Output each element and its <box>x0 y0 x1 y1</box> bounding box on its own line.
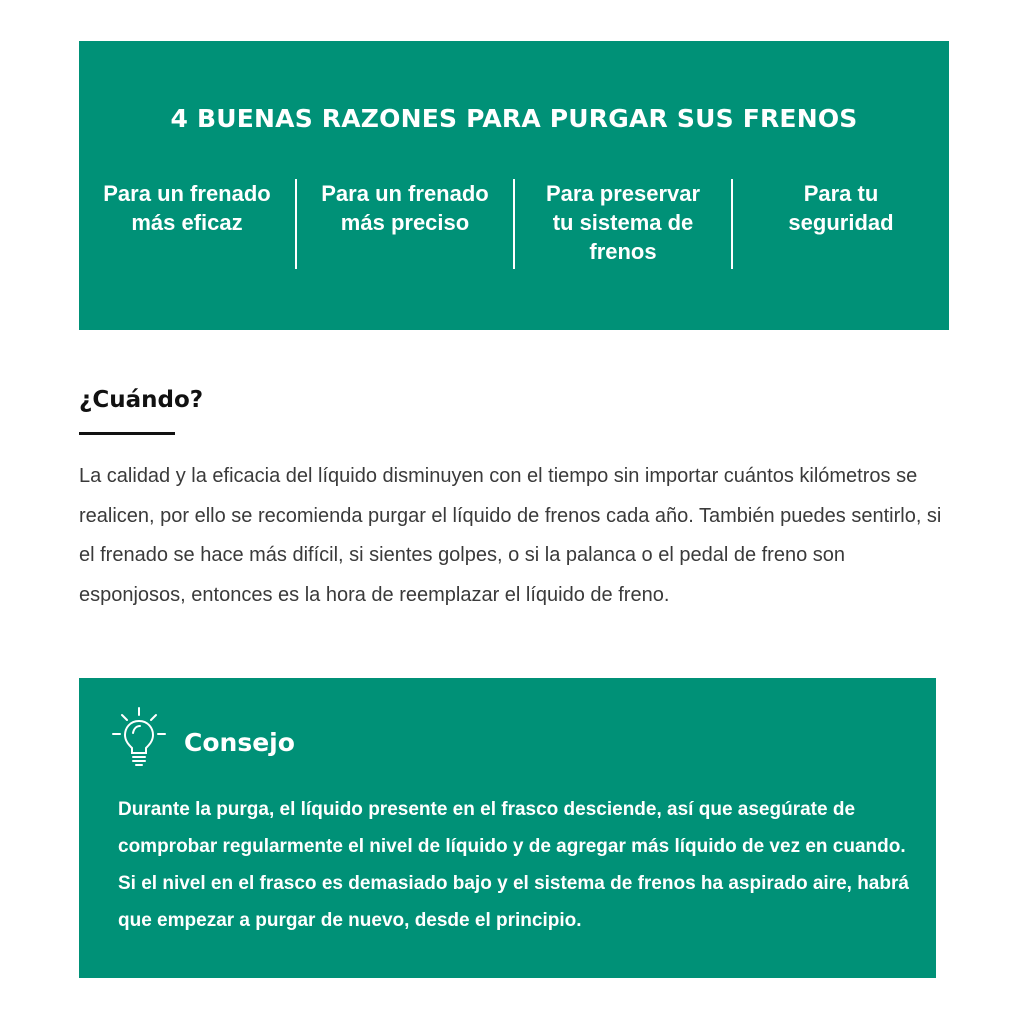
reason-item-preserve: Para preservar tu sistema de frenos <box>513 179 731 269</box>
tip-text: Durante la purga, el líquido presente en el frasco desciende, así que asegúrate de comprobar regularmente el nivel de líquido y de agregar más líquido de vez en cuando. Si el nivel en el frasco es demasiado bajo y el sistema de frenos ha aspirado aire, habrá que empezar a purgar de nuevo, desde el principio. <box>118 799 909 931</box>
section-title: ¿Cuándo? <box>79 387 204 413</box>
reasons-banner <box>79 41 949 330</box>
reason-item-efficacy: Para un frenado más eficaz <box>103 181 271 235</box>
banner-title: 4 BUENAS RAZONES PARA PURGAR SUS FRENOS <box>170 104 858 133</box>
reasons-list <box>79 179 949 269</box>
tip-box <box>79 678 936 978</box>
tip-title: Consejo <box>184 728 295 757</box>
section-title-underline <box>79 432 175 435</box>
reason-item-safety: Para tu seguridad <box>731 179 949 269</box>
lightbulb-icon <box>111 706 171 768</box>
section-body: La calidad y la eficacia del líquido disminuyen con el tiempo sin importar cuántos kilómetros se realicen, por ello se recomienda purgar el líquido de frenos cada año. También puedes sentirlo, si el frenado se hace más difícil, si sientes golpes, o si la palanca o el pedal de freno son esponjosos, entonces es la hora de reemplazar el líquido de freno. <box>79 465 942 606</box>
reason-item-precision: Para un frenado más preciso <box>295 179 513 269</box>
